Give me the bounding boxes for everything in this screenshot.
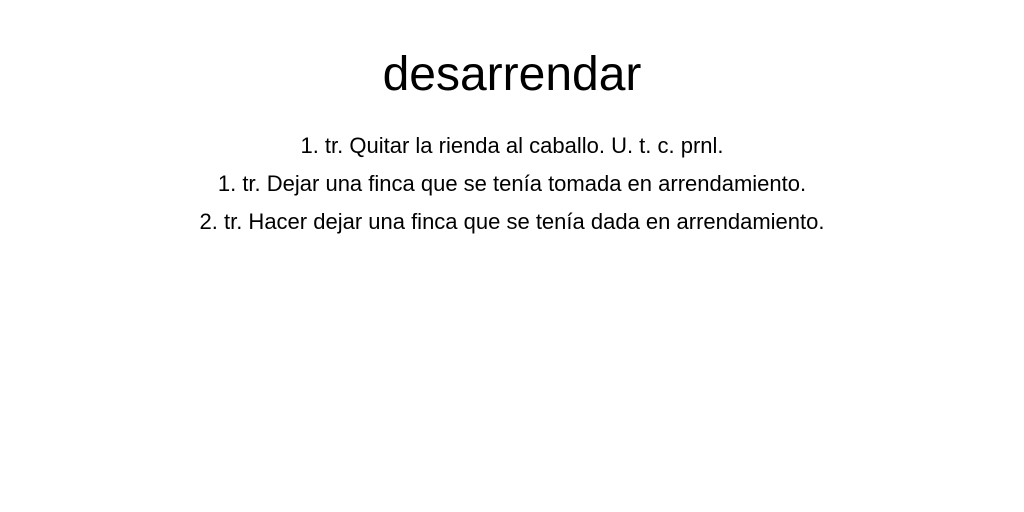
definition-list [0,127,1024,241]
definition-item: 2. tr. Hacer dejar una finca que se tenía dada en arrendamiento. [199,209,825,234]
entry-word-title: desarrendar [382,48,642,101]
definition-item: 1. tr. Quitar la rienda al caballo. U. t. c. prnl. [300,133,724,158]
definition-item: 1. tr. Dejar una finca que se tenía tomada en arrendamiento. [217,171,807,196]
